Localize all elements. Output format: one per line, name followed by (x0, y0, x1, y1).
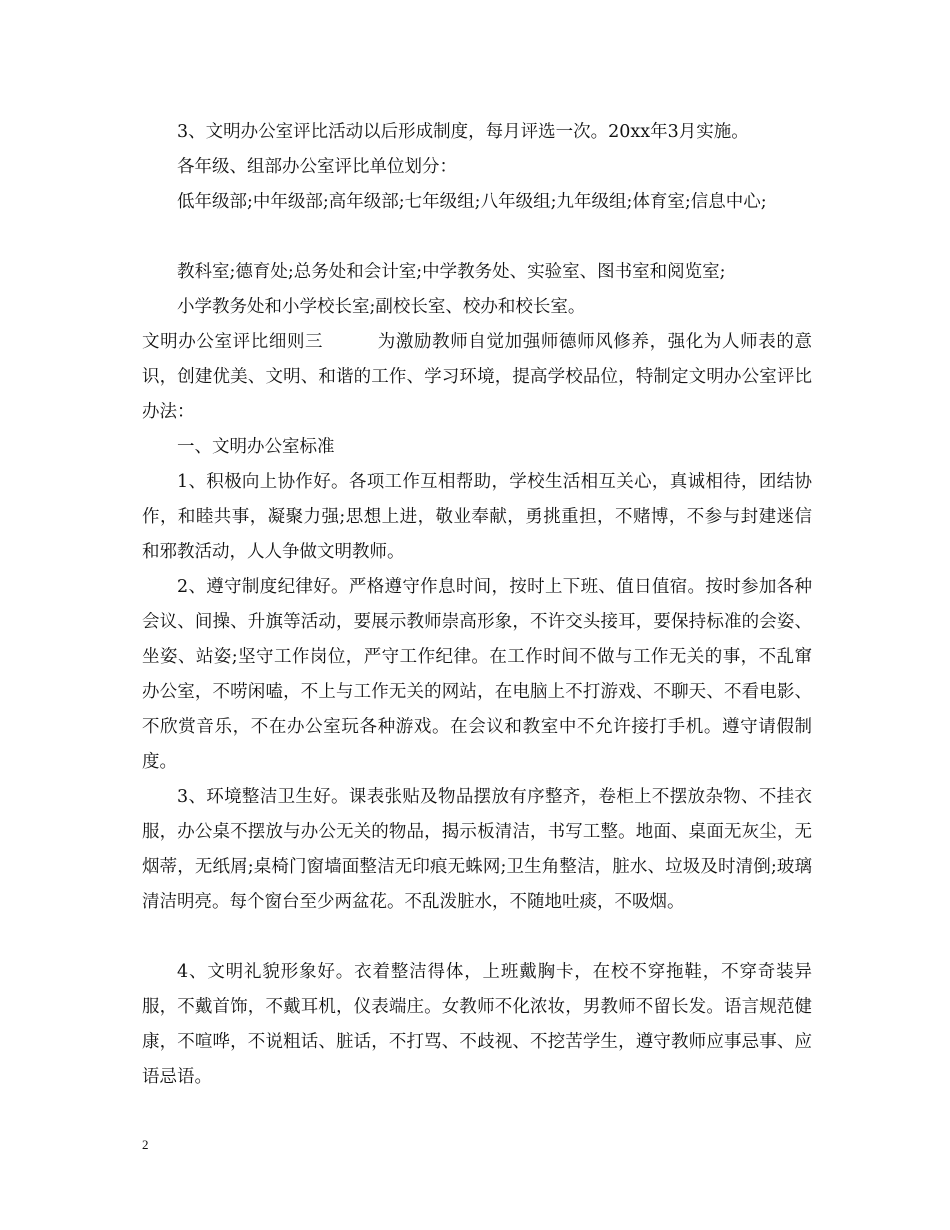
paragraph-units-group-1: 低年级部;中年级部;高年级部;七年级组;八年级组;九年级组;体育室;信息中心; (177, 192, 767, 212)
paragraph-standard-1: 1、积极向上协作好。各项工作互相帮助，学校生活相互关心，真诚相待，团结协作，和睦共事，凝聚力强;思想上进，敬业奉献，勇挑重担，不赌博，不参与封建迷信和邪教活动，人人争做文明教师。 (142, 472, 812, 562)
paragraph-standard-3: 3、环境整洁卫生好。课表张贴及物品摆放有序整齐，卷柜上不摆放杂物、不挂衣服，办公桌不摆放与办公无关的物品，揭示板清洁，书写工整。地面、桌面无灰尘，无烟蒂，无纸屑;桌椅门窗墙面整洁无印痕无蛛网;卫生角整洁，脏水、垃圾及时清倒;玻璃清洁明亮。每个窗台至少两盆花。不乱泼脏水，不随地吐痰，不吸烟。 (142, 787, 812, 912)
paragraph-units-group-2: 教科室;德育处;总务处和会计室;中学教务处、实验室、图书室和阅览室; (177, 262, 726, 282)
paragraph-standard-2: 2、遵守制度纪律好。严格遵守作息时间，按时上下班、值日值宿。按时参加各种会议、间操、升旗等活动，要展示教师崇高形象，不许交头接耳，要保持标准的会姿、坐姿、站姿;坚守工作岗位，严守工作纪律。在工作时间不做与工作无关的事，不乱窜办公室，不唠闲嗑，不上与工作无关的网站，在电脑上不打游戏、不聊天、不看电影、不欣赏音乐，不在办公室玩各种游戏。在会议和教室中不允许接打手机。遵守请假制度。 (142, 577, 812, 772)
paragraph-rules-three-intro (142, 325, 812, 430)
paragraph-units-group-3: 小学教务处和小学校长室;副校长室、校办和校长室。 (177, 297, 586, 317)
section-heading: 文明办公室评比细则三 (142, 332, 324, 352)
paragraph-standard-4: 4、文明礼貌形象好。衣着整洁得体，上班戴胸卡，在校不穿拖鞋，不穿奇装异服，不戴首饰，不戴耳机，仪表端庄。女教师不化浓妆，男教师不留长发。语言规范健康，不喧哗，不说粗话、脏话，不打骂、不歧视、不挖苦学生，遵守教师应事忌事、应语忌语。 (142, 962, 812, 1087)
section-intro-text: 为激励教师自觉加强师德师风修养，强化为人师表的意识，创建优美、文明、和谐的工作、学习环境，提高学校品位，特制定文明办公室评比办法： (142, 332, 813, 422)
page-number: 2 (142, 1137, 149, 1152)
paragraph-rule-3: 3、文明办公室评比活动以后形成制度，每月评选一次。20xx年3月实施。 (177, 122, 749, 142)
paragraph-units-intro: 各年级、组部办公室评比单位划分： (177, 157, 457, 177)
paragraph-standard-title: 一、文明办公室标准 (177, 437, 335, 457)
